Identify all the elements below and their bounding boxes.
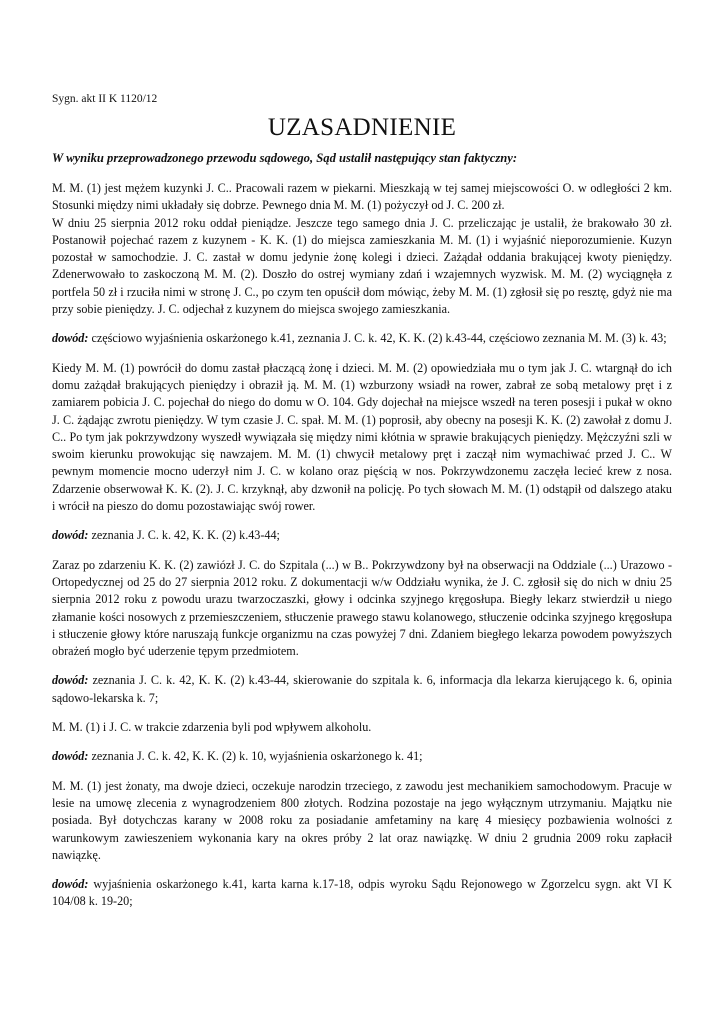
case-signature: Sygn. akt II K 1120/12	[52, 93, 158, 105]
evidence-4	[52, 748, 672, 765]
evidence-3	[52, 672, 672, 707]
evidence-text: wyjaśnienia oskarżonego k.41, karta karna k.17-18, odpis wyroku Sądu Rejonowego w Zgorzelcu sygn. akt VI K 104/08 k. 19-20;	[52, 877, 672, 909]
evidence-label: dowód:	[52, 749, 89, 764]
paragraph-5: M. M. (1) jest żonaty, ma dwoje dzieci, oczekuje narodzin trzeciego, z zawodu jest mechanikiem samochodowym. Pracuje w lesie na umowę zlecenia z wynagrodzeniem 800 złotych. Rodzina pozostaje na jego wyłącznym utrzymaniu. Majątku nie posiada. Był dotychczas karany w 2008 roku za posiadanie amfetaminy na karę 4 miesięcy pozbawienia wolności z warunkowym zawieszeniem wykonania kary na okres próby 2 lat oraz nawiązkę. W dniu 2 grudnia 2009 roku zapłacił nawiązkę.	[52, 778, 672, 862]
evidence-label: dowód:	[52, 673, 89, 688]
evidence-1	[52, 330, 672, 347]
evidence-text: zeznania J. C. k. 42, K. K. (2) k.43-44, skierowanie do szpitala k. 6, informacja dla lekarza kierującego k. 6, opinia sądowo-lekarska k. 7;	[52, 673, 672, 705]
evidence-label: dowód:	[52, 877, 89, 892]
evidence-label: dowód:	[52, 331, 89, 346]
paragraph-2: Kiedy M. M. (1) powrócił do domu zastał płaczącą żonę i dzieci. M. M. (2) opowiedziała mu o tym jak J. C. wtargnął do ich domu zażądał brakujących pieniędzy i obraził ją. M. M. (1) wzburzony wsiadł na rower, zabrał ze sobą metalowy pręt i z zamiarem pobicia J. C. pojechał do niego do domu w O. 104. Gdy dojechał na miejsce wszedł na teren posesji i pukał w okno J. C. żądając zwrotu pieniędzy. W tym czasie J. C. spał. M. M. (1) poprosił, aby obecny na posesji K. K. (2) zawołał z domu J. C.. Po tym jak pokrzywdzony wyszedł wywiązała się między nimi kłótnia w sprawie brakujących pieniędzy. Mężczyźni szli w swoim kierunku prowokując się nawzajem. M. M. (1) chwycił metalowy pręt i zaczął nim wymachiwać przed J. C.. W pewnym momencie mocno uderzył nim J. C. w kolano oraz pięścią w nos. Pokrzywdzonemu zaczęła lecieć krew z nosa. Zdarzenie obserwował K. K. (2). J. C. krzyknął, aby dzwonił na policję. Po tych słowach M. M. (1) odstąpił od dalszego ataku i wrócił na pieszo do domu pozostawiając swój rower.	[52, 360, 672, 514]
evidence-text: zeznania J. C. k. 42, K. K. (2) k. 10, wyjaśnienia oskarżonego k. 41;	[88, 749, 423, 764]
document-body	[52, 180, 672, 923]
evidence-5	[52, 876, 672, 911]
evidence-2	[52, 527, 672, 544]
evidence-text: częściowo wyjaśnienia oskarżonego k.41, zeznania J. C. k. 42, K. K. (2) k.43-44, częściowo zeznania M. M. (3) k. 43;	[88, 331, 667, 346]
page-title: UZASADNIENIE	[267, 114, 457, 141]
evidence-label: dowód:	[52, 528, 89, 543]
subtitle: W wyniku przeprowadzonego przewodu sądowego, Sąd ustalił następujący stan faktyczny:	[52, 151, 518, 165]
paragraph-1a: M. M. (1) jest mężem kuzynki J. C.. Pracowali razem w piekarni. Mieszkają w tej samej miejscowości O. w odległości 2 km. Stosunki między nimi układały się dobrze. Pewnego dnia M. M. (1) pożyczył od J. C. 200 zł.	[52, 181, 672, 213]
evidence-text: zeznania J. C. k. 42, K. K. (2) k.43-44;	[88, 528, 280, 543]
paragraph-3: Zaraz po zdarzeniu K. K. (2) zawiózł J. C. do Szpitala (...) w B.. Pokrzywdzony był na obserwacji na Oddziale (...) Urazowo - Ortopedycznej od 25 do 27 sierpnia 2012 roku. Z dokumentacji w/w Oddziału wynika, że J. C. zgłosił się do nich w dniu 25 sierpnia 2012 roku z powodu urazu twarzoczaszki, głowy i odcinka szyjnego kręgosłupa. Biegły lekarz stwierdził u niego złamanie kości nosowych z przemieszczeniem, stłuczenie prawego stawu kolanowego, stłuczenie odcinka szyjnego kręgosłupa i stłuczenie głowy które naruszają funkcje organizmu na czas powyżej 7 dni. Zdaniem biegłego lekarza powodem powyższych obrażeń mogło być uderzenie tępym przedmiotem.	[52, 557, 672, 659]
paragraph-1b: W dniu 25 sierpnia 2012 roku oddał pieniądze. Jeszcze tego samego dnia J. C. przeliczając je ustalił, że brakowało 30 zł. Postanowił pojechać razem z kuzynem - K. K. (1) do miejsca zamieszkania M. M. (1) i wyjaśnić nieporozumienie. Kuzyn pozostał w samochodzie. J. C. zastał w domu jedynie żonę kolegi i dzieci. Zażądał oddania brakującej kwoty pieniędzy. Zdenerwowało to zaskoczoną M. M. (2). Doszło do ostrej wymiany zdań i wzajemnych wyzwisk. M. M. (2) wyciągnęła z portfela 50 zł i rzuciła nimi w stronę J. C., po czym ten opuścił dom mówiąc, żeby M. M. (1) zgłosił się po resztę, gdyż nie ma przy sobie pieniędzy. J. C. odjechał z kuzynem do miejsca swojego zamieszkania.	[52, 215, 672, 317]
paragraph-4: M. M. (1) i J. C. w trakcie zdarzenia byli pod wpływem alkoholu.	[52, 720, 372, 735]
